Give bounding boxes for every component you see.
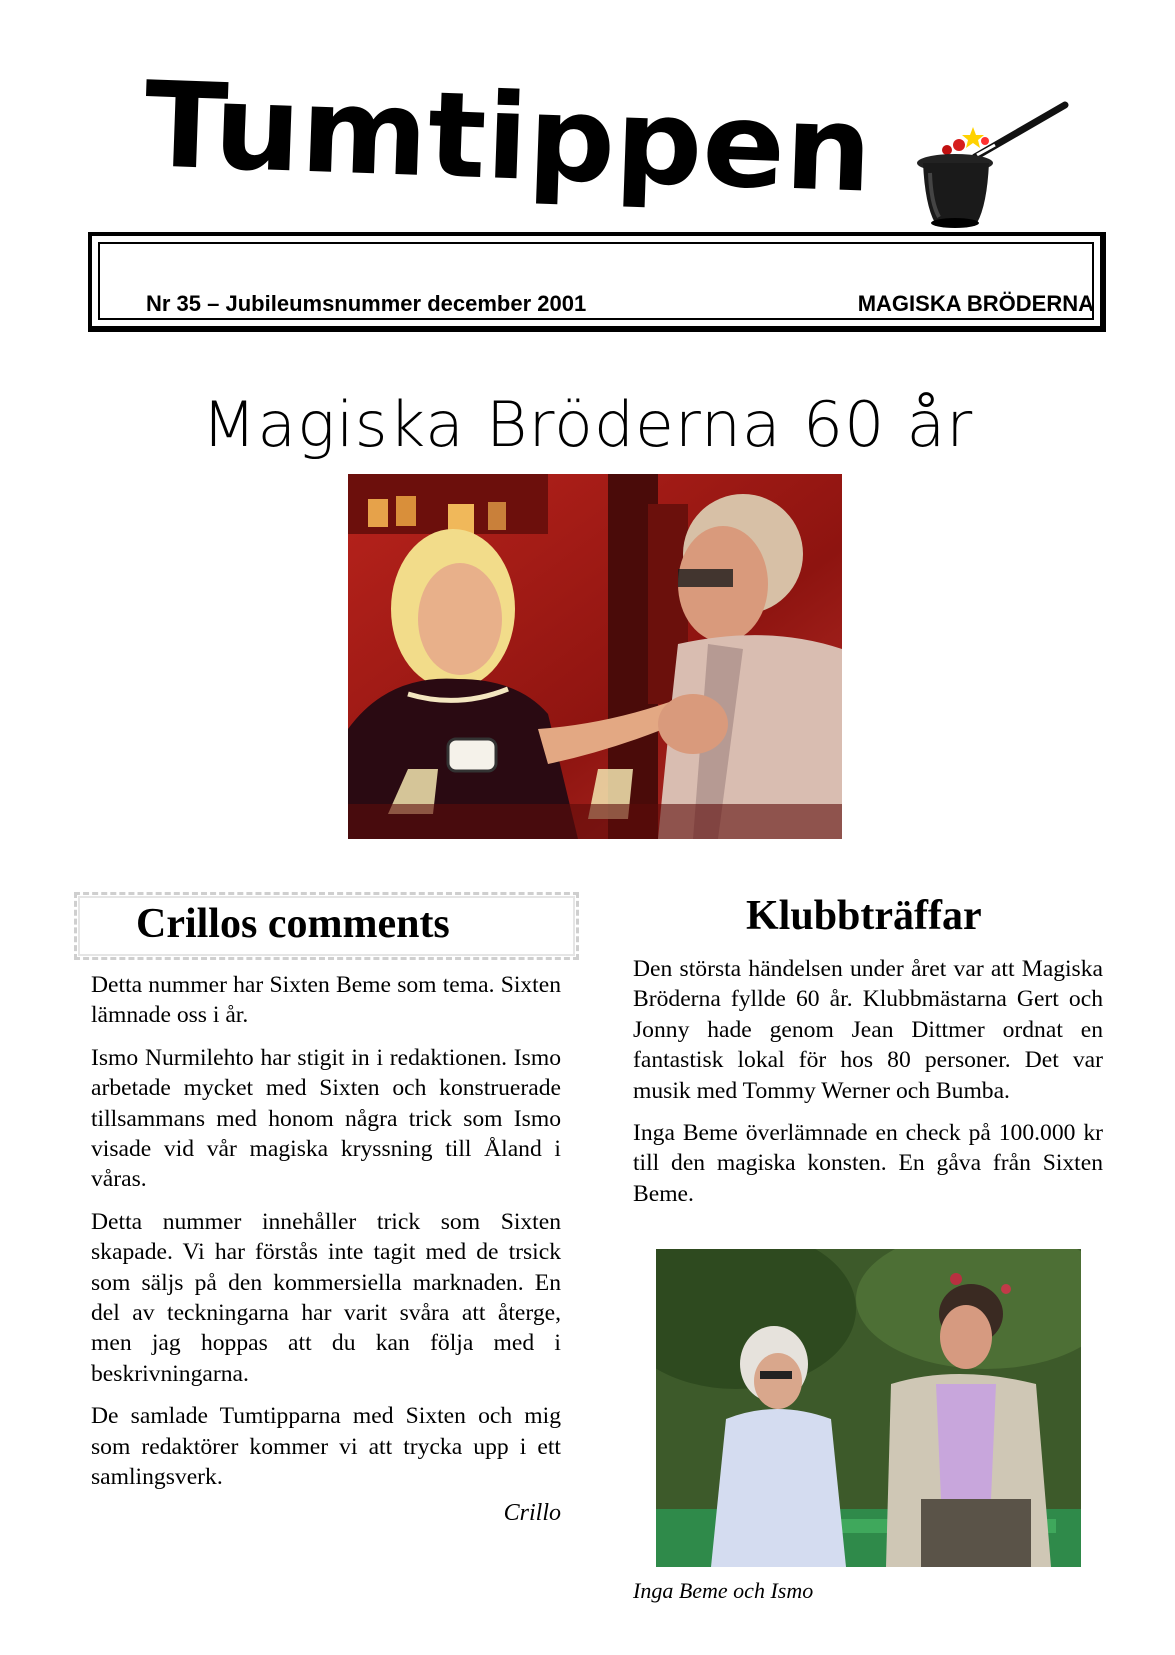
- paragraph: De samlade Tumtipparna med Sixten och mig som redaktörer kommer vi att trycka upp i ett samlingsverk.: [91, 1403, 561, 1491]
- paragraph: Inga Beme överlämnade en check på 100.000 kr till den magiska konsten. En gåva från Sixten Beme.: [633, 1120, 1103, 1207]
- paragraph: Ismo Nurmilehto har stigit in i redaktionen. Ismo arbetade mycket med Sixten och konstruerade tillsammans med honom några trick som Ismo visade vid vår magiska kryssning till Åland i våras.: [91, 1044, 561, 1193]
- paragraph: Detta nummer har Sixten Beme som tema. Sixten lämnade oss i år.: [91, 972, 561, 1029]
- club-name: MAGISKA BRÖDERNA: [857, 291, 1094, 316]
- main-headline: Magiska Bröderna 60 år: [201, 388, 974, 461]
- masthead-title: [140, 78, 880, 208]
- paragraph: Detta nummer innehåller trick som Sixten skapade. Vi har förstås inte tagit med de trsick som säljs på den kommersiella marknaden. En del av teckningarna har varit svåra att återge, men jag hoppas att du kan följa med i beskrivningarna.: [91, 1208, 561, 1387]
- masthead-title-text: Tumtippen: [142, 78, 851, 208]
- masthead-wordmark: [140, 78, 880, 208]
- crillos-comments-heading: Crillos comments: [136, 901, 450, 947]
- issue-number: Nr 35 – Jubileumsnummer december 2001: [146, 291, 587, 316]
- signature: Crillo: [503, 1500, 561, 1526]
- paragraph: Den största händelsen under året var att Magiska Bröderna fyllde 60 år. Klubbmästarna Gert och Jonny hade genom Jean Dittmer ordnat en fantastisk lokal för hos 80 personer. Det var musik med Tommy Werner och Bumba.: [633, 956, 1103, 1104]
- issue-info-box: [88, 232, 1106, 332]
- inga-ismo-photo: [656, 1249, 1081, 1567]
- photo-caption: Inga Beme och Ismo: [633, 1578, 814, 1603]
- crillos-comments-text: [91, 970, 561, 1505]
- klubbtraffar-text: [633, 954, 1103, 1221]
- magic-hat-wand-icon: [915, 95, 1080, 230]
- klubbtraffar-heading: Klubbträffar: [746, 893, 982, 939]
- celebration-photo: [348, 474, 842, 839]
